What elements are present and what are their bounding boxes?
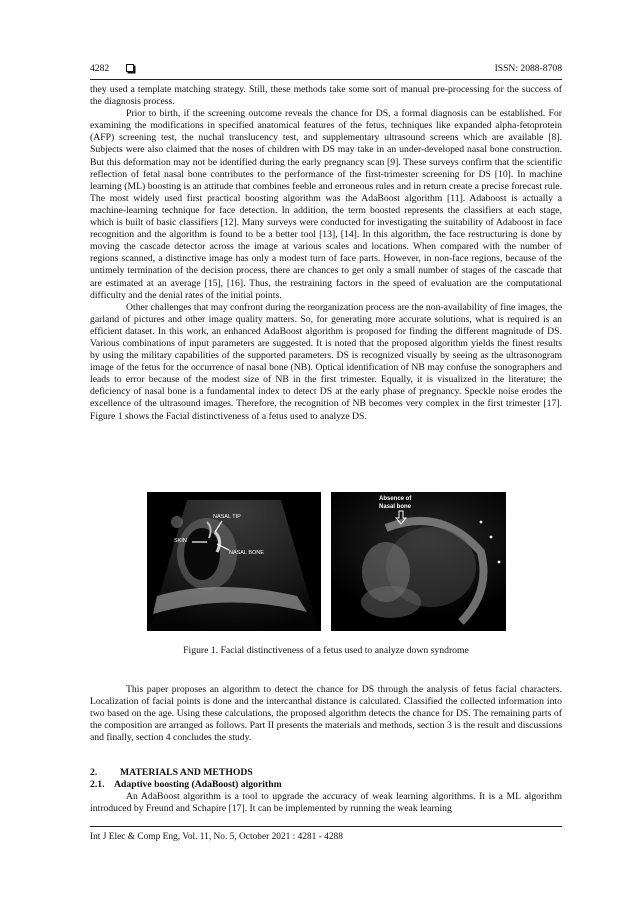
header-rule — [90, 79, 562, 80]
text-block-bottom — [90, 791, 562, 815]
page-number: 4282 — [90, 62, 110, 74]
ultrasound-right-graphic — [331, 492, 506, 631]
label-skin: SKIN — [174, 538, 187, 544]
subsection-title: Adaptive boosting (AdaBoost) algorithm — [114, 779, 282, 790]
text-block-middle — [90, 684, 562, 744]
label-nasal-tip: NASAL TIP — [213, 514, 241, 520]
section-number: 2. — [90, 767, 98, 778]
subsection-heading — [90, 779, 562, 790]
paragraph-1: they used a template matching strategy. Still, these methods take some sort of manual pre-processing for the success of the diagnosis process. — [90, 84, 562, 108]
running-footer: Int J Elec & Comp Eng, Vol. 11, No. 5, October 2021 : 4281 - 4288 — [90, 832, 343, 842]
paragraph-4: This paper proposes an algorithm to detect the chance for DS through the analysis of fetus facial characters. Localization of facial points is done and the intercanthal distance is calculated. Classified the collected information into two based on the age. Using these calculations, the proposed algorithm detects the chance for DS. The remaining parts of the composition are arranged as follows. Part II presents the materials and methods, section 3 is the result and discussions and finally, section 4 concludes the study. — [90, 684, 562, 744]
subsection-number: 2.1. — [90, 779, 105, 790]
issn: ISSN: 2088-8708 — [494, 62, 562, 74]
label-absence-line-2: Nasal bone — [379, 504, 412, 510]
square-icon — [126, 64, 134, 72]
paragraph-3: Other challenges that may confront during the reorganization process are the non-availability of fine images, the garland of pictures and other image quality matters. So, for generating more accurate solutions, what is required is an efficient dataset. In this work, an enhanced AdaBoost algorithm is proposed for finding the different magnitude of DS. Various combinations of input parameters are suggested. It is noted that the proposed algorithm yields the finest results by using the military capabilities of the supported parameters. DS is recognized visually by seeing as the ultrasonogram image of the fetus for the occurrence of nasal bone (NB). Optical identification of NB may confuse the sonographers and leads to error because of the modest size of NB in the first trimester. Equally, it is visualized in the literature; the deficiency of nasal bone is a fundamental index to detect DS at the early phase of pregnancy. Speckle noise erodes the excellence of the ultrasound images. Therefore, the recognition of NB becomes very complex in the first trimester [17]. Figure 1 shows the Facial distinctiveness of a fetus used to analyze DS. — [90, 301, 562, 422]
section-heading — [90, 767, 562, 778]
paragraph-5: An AdaBoost algorithm is a tool to upgrade the accuracy of weak learning algorithms. It is a ML algorithm introduced by Freund and Schapire [17]. It can be implemented by running the weak learning — [90, 791, 562, 815]
ultrasound-image-absent-nasal-bone — [331, 492, 506, 631]
footer-rule — [90, 826, 562, 827]
running-header — [90, 60, 562, 76]
section-title: MATERIALS AND METHODS — [120, 767, 253, 778]
ultrasound-image-nasal-bone — [147, 492, 321, 631]
label-absence-line-1: Absence of — [379, 496, 412, 502]
ultrasound-left-graphic — [147, 492, 321, 631]
figure-caption: Figure 1. Facial distinctiveness of a fetus used to analyze down syndrome — [183, 645, 469, 656]
text-block-top — [90, 84, 562, 423]
label-nasal-bone: NASAL BONE — [229, 550, 264, 556]
paragraph-2: Prior to birth, if the screening outcome reveals the chance for DS, a formal diagnosis can be established. For examining the modifications in specified anatomical features of the fetus, techniques like expanded alpha-fetoprotein (AFP) screening test, the nuchal translucency test, and supplementary ultrasound screens which are available [8]. Subjects were also claimed that the noses of children with DS may take in an under-developed nasal bone construction. But this deformation may not be identified during the early pregnancy scan [9]. These surveys confirm that the scientific reflection of fetal nasal bone contributes to the performance of the first-trimester screening for DS [10]. In machine learning (ML) boosting is an attitude that combines feeble and erroneous rules and in return create a precise forecast rule. The most widely used first practical boosting algorithm was the AdaBoost algorithm [11]. Adaboost is actually a machine-learning technique for face detection. In addition, the term boosted represents the classifiers at each stage, which is built of basic classifiers [12]. Many surveys were conducted for investigating the suitability of Adaboost in face recognition and the algorithm is found to be a better tool [13], [14]. In this algorithm, the face restructuring is done by moving the cascade detector across the image at various scales and locations. When compared with the number of regions scanned, a distinctive image has only a modest turn of face parts. However, in non-face regions, because of the untimely termination of the decision process, there are chances to get only a small number of stages of the cascade that are estimated at an average [15], [16]. Thus, the restraining factors in the speed of evaluation are the computational difficulty and the denial rates of the initial points. — [90, 108, 562, 301]
